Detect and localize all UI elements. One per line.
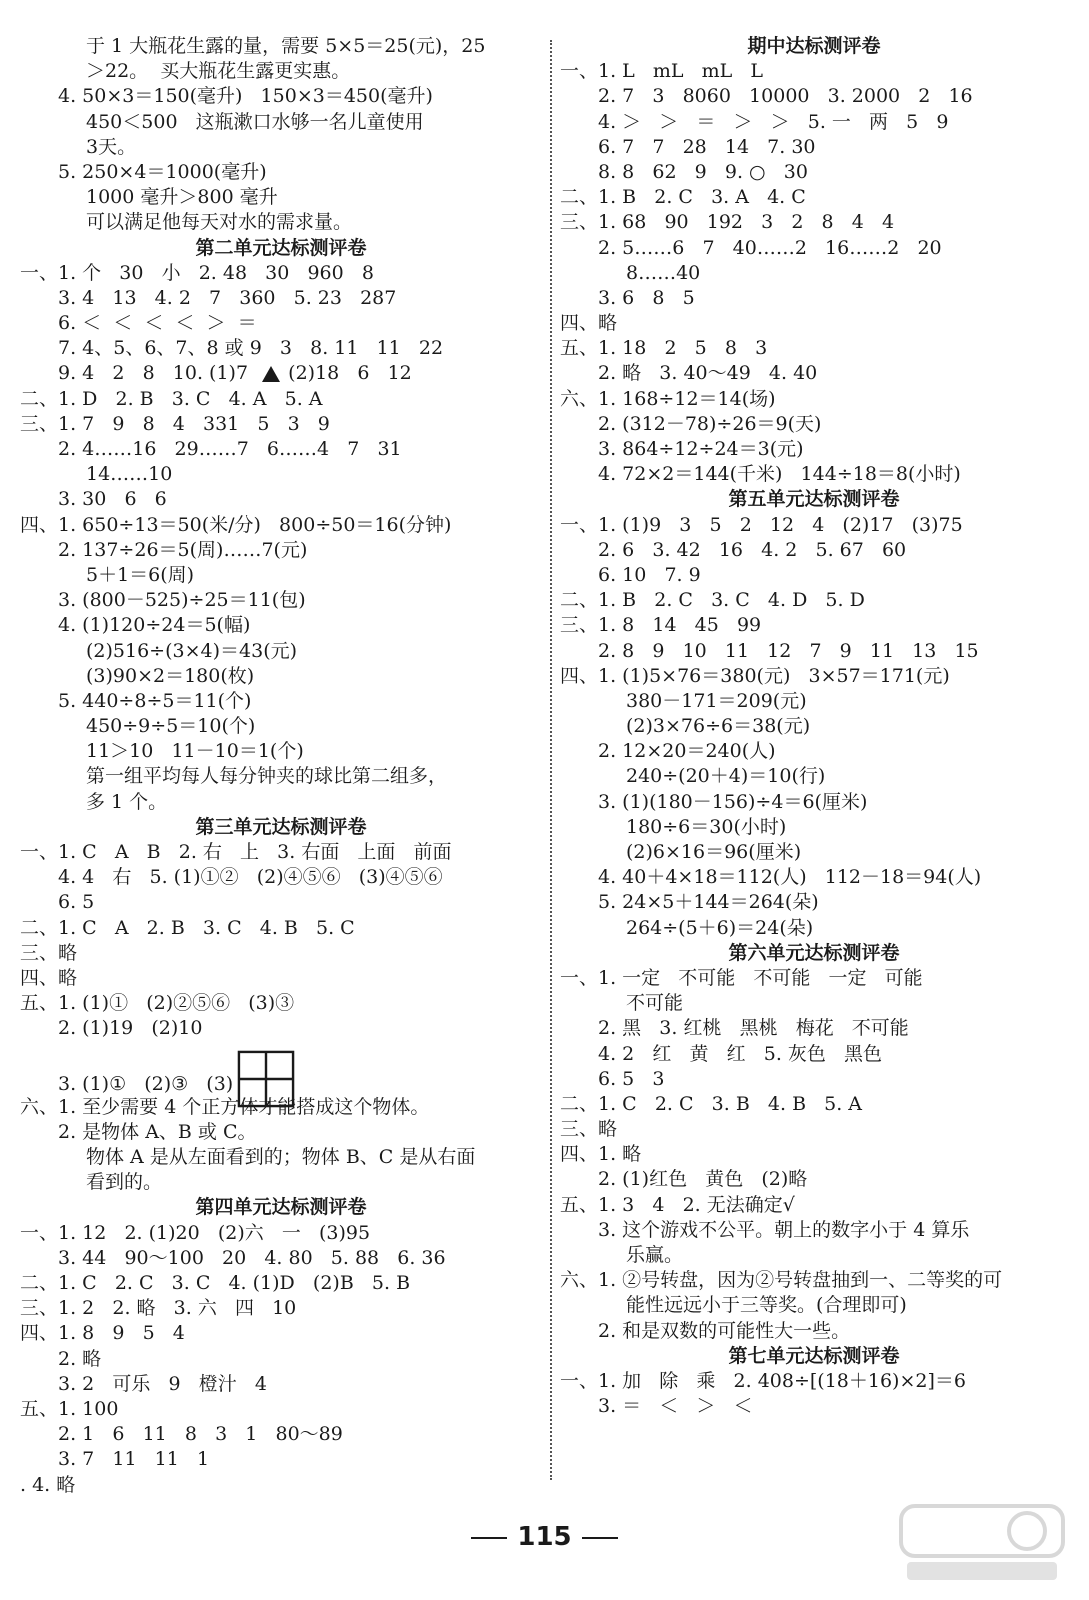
answer-text: 2. 黑 3. 红桃 黑桃 梅花 不可能: [598, 1017, 909, 1040]
answer-line: [560, 815, 1068, 840]
answer-line: [560, 1293, 1068, 1318]
answer-line: [560, 286, 1068, 311]
answer-line: [560, 966, 1068, 991]
answer-text: 一、1. (1)9 3 5 2 12 4 (2)17 (3)75: [560, 513, 963, 536]
answer-text: 4. 72×2＝144(千米) 144÷18＝8(小时): [598, 463, 961, 486]
answer-text: 6. 7 7 28 14 7. 30: [598, 135, 816, 158]
answer-line: [560, 185, 1068, 210]
answer-line: [20, 462, 542, 487]
answer-text: 450÷9÷5＝10(个): [86, 715, 256, 738]
answer-line: [20, 59, 542, 84]
answer-text: 4. 40＋4×18＝112(人) 112－18＝94(人): [598, 866, 982, 889]
answer-text: 3. (1)(180－156)÷4＝6(厘米): [598, 790, 868, 813]
answer-line: [560, 563, 1068, 588]
column-divider: [550, 40, 552, 1480]
answer-text: 2. 是物体 A、B 或 C。: [58, 1120, 257, 1143]
section-heading: [560, 941, 1068, 966]
answer-line: [560, 1394, 1068, 1419]
answer-text: 5. 24×5＋144＝264(朵): [598, 891, 819, 914]
answer-text: 2. 5……6 7 40……2 16……2 20: [598, 236, 942, 259]
answer-text: 乐赢。: [626, 1244, 684, 1266]
answer-text: 二、1. C A 2. B 3. C 4. B 5. C: [20, 916, 355, 939]
answer-text: 180÷6＝30(小时): [626, 815, 787, 838]
answer-text: (3)90×2＝180(枚): [86, 664, 255, 687]
answer-text-suffix: (2)18 6 12: [282, 362, 412, 385]
answer-text: 二、1. C 2. C 3. C 4. (1)D (2)B 5. B: [20, 1272, 411, 1294]
answer-text: 6. ＜ ＜ ＜ ＜ ＞ ＝: [58, 312, 257, 335]
answer-text: 264÷(5＋6)＝24(朵): [626, 916, 814, 939]
answer-line: [560, 1117, 1068, 1142]
answer-text: 三、1. 68 90 192 3 2 8 4 4: [560, 211, 895, 234]
answer-line: [20, 387, 542, 412]
answer-line: [560, 412, 1068, 437]
answer-text: 四、略: [20, 966, 78, 989]
answer-text: 450＜500 这瓶漱口水够一名儿童使用: [86, 110, 424, 133]
answer-line: [20, 1170, 542, 1195]
answer-text: 2. (312－78)÷26＝9(天): [598, 412, 822, 435]
answer-text: 8……40: [626, 261, 701, 284]
answer-line: [560, 311, 1068, 336]
answer-text: 11＞10 11－10＝1(个): [86, 740, 304, 763]
answer-text: 看到的。: [86, 1171, 163, 1194]
answer-line: [560, 689, 1068, 714]
answer-text: 五、1. 3 4 2. 无法确定√: [560, 1193, 795, 1216]
answer-text: 1000 毫升＞800 毫升: [86, 186, 278, 209]
answer-text: 3. 30 6 6: [58, 488, 167, 511]
answer-line: [20, 1347, 542, 1372]
answer-line: [20, 1145, 542, 1170]
answer-line: [560, 790, 1068, 815]
answer-line: [20, 1221, 542, 1246]
answer-line: [560, 588, 1068, 613]
answer-line: [20, 1372, 542, 1397]
answer-text: 二、1. B 2. C 3. C 4. D 5. D: [560, 589, 865, 612]
answer-line: [20, 210, 542, 235]
answer-line: [20, 487, 542, 512]
answer-line: [560, 84, 1068, 109]
answer-text: 6. 10 7. 9: [598, 563, 701, 586]
answer-text: 5＋1＝6(周): [86, 563, 195, 586]
answer-text: 四、略: [560, 312, 618, 335]
answer-text: 380－171＝209(元): [626, 689, 807, 712]
answer-line: [20, 286, 542, 311]
answer-line: [20, 840, 542, 865]
answer-text: 2. 略: [58, 1347, 102, 1370]
section-heading-text: 第六单元达标测评卷: [728, 941, 900, 964]
answer-line: [20, 261, 542, 286]
answer-text: 四、1. (1)5×76＝380(元) 3×57＝171(元): [560, 664, 950, 687]
answer-text: 7. 4、5、6、7、8 或 9 3 8. 11 11 22: [58, 337, 444, 360]
answer-line: [560, 1142, 1068, 1167]
section-heading-text: 期中达标测评卷: [747, 35, 881, 57]
answer-line: [560, 664, 1068, 689]
answer-text: 4. (1)120÷24＝5(幅): [58, 614, 251, 637]
answer-text: 四、1. 650÷13＝50(米/分) 800÷50＝16(分钟): [20, 513, 452, 536]
answer-text: 240÷(20＋4)＝10(行): [626, 765, 826, 788]
answer-text: 五、1. (1)① (2)②⑤⑥ (3)③: [20, 992, 295, 1015]
section-heading: [560, 34, 1068, 59]
answer-text: 一、1. L mL mL L: [560, 60, 764, 83]
answer-line: [560, 639, 1068, 664]
footer-dash-left: [471, 1537, 507, 1539]
answer-text: (2)6×16＝96(厘米): [626, 841, 802, 863]
answer-text: 9. 4 2 8 10. (1)7: [58, 362, 249, 385]
answer-line: [20, 1056, 542, 1095]
answer-line: [560, 160, 1068, 185]
footer-dash-right: [582, 1537, 618, 1539]
answer-text: 二、1. D 2. B 3. C 4. A 5. A: [20, 387, 323, 410]
answer-line: [560, 135, 1068, 160]
answer-line: [20, 739, 542, 764]
answer-text: 4. 50×3＝150(毫升) 150×3＝450(毫升): [58, 85, 433, 108]
answer-line: [20, 1422, 542, 1447]
answer-text: 2. 7 3 8060 10000 3. 2000 2 16: [598, 85, 973, 108]
answer-text: 一、1. 加 除 乘 2. 408÷[(18＋16)×2]＝6: [560, 1369, 966, 1392]
answer-text: 3. (1)① (2)③ (3): [58, 1072, 234, 1095]
answer-line: [560, 1319, 1068, 1344]
answer-line: [560, 714, 1068, 739]
answer-text: 3. 这个游戏不公平。朝上的数字小于 4 算乐: [598, 1218, 970, 1241]
answer-text: 六、1. ②号转盘，因为②号转盘抽到一、二等奖的可: [560, 1269, 1003, 1292]
answer-text: 3. 7 11 11 1: [58, 1448, 210, 1471]
answer-line: [560, 538, 1068, 563]
answer-line: [560, 1218, 1068, 1243]
section-heading: [20, 236, 542, 261]
answer-line: [560, 462, 1068, 487]
right-column: [560, 34, 1068, 1419]
answer-line: [20, 513, 542, 538]
answer-text: 三、1. 8 14 45 99: [560, 614, 762, 637]
section-heading-text: 第二单元达标测评卷: [195, 236, 367, 259]
answer-text: 2. (1)红色 黄色 (2)略: [598, 1168, 808, 1191]
answer-text: 二、1. B 2. C 3. A 4. C: [560, 186, 806, 209]
answer-text: 六、1. 至少需要 4 个正方体才能搭成这个物体。: [20, 1095, 430, 1118]
answer-text: 3. 4 13 4. 2 7 360 5. 23 287: [58, 286, 397, 309]
answer-line: [560, 1243, 1068, 1268]
answer-line: [20, 639, 542, 664]
watermark-logo-icon: [897, 1500, 1067, 1586]
answer-line: [20, 890, 542, 915]
answer-text: 2. 6 3. 42 16 4. 2 5. 67 60: [598, 538, 907, 561]
answer-line: [20, 1473, 542, 1498]
answer-line: [560, 261, 1068, 286]
answer-text: 一、1. 一定 不可能 不可能 一定 可能: [560, 966, 923, 989]
answer-line: [560, 210, 1068, 235]
answer-line: [20, 916, 542, 941]
answer-line: [560, 513, 1068, 538]
answer-line: [20, 336, 542, 361]
answer-text: 三、1. 7 9 8 4 331 5 3 9: [20, 412, 330, 435]
answer-line: [20, 790, 542, 815]
answer-text: 6. 5: [58, 891, 95, 914]
answer-line: [20, 538, 542, 563]
answer-line: [20, 361, 542, 386]
answer-line: [20, 135, 542, 160]
section-heading-text: 第五单元达标测评卷: [728, 488, 900, 511]
answer-line: [20, 1447, 542, 1472]
answer-text: 2. 1 6 11 8 3 1 80～89: [58, 1423, 343, 1446]
answer-text: 4. 4 右 5. (1)①② (2)④⑤⑥ (3)④⑤⑥: [58, 866, 443, 889]
answer-line: [20, 34, 542, 59]
answer-text: 6. 5 3: [598, 1067, 665, 1090]
answer-line: [560, 1016, 1068, 1041]
section-heading-text: 第七单元达标测评卷: [728, 1344, 900, 1367]
answer-text: 一、1. 个 30 小 2. 48 30 960 8: [20, 261, 374, 284]
answer-line: [20, 160, 542, 185]
answer-line: [560, 437, 1068, 462]
answer-line: [20, 185, 542, 210]
answer-text: 于 1 大瓶花生露的量，需要 5×5＝25(元)，25: [86, 35, 486, 57]
answer-text: 3. 2 可乐 9 橙汁 4: [58, 1372, 267, 1395]
answer-line: [20, 1246, 542, 1271]
answer-line: [560, 1167, 1068, 1192]
answer-line: [20, 1296, 542, 1321]
answer-text: 四、1. 略: [560, 1143, 642, 1166]
answer-line: [560, 110, 1068, 135]
answer-line: [20, 588, 542, 613]
answer-text: 5. 440÷8÷5＝11(个): [58, 689, 252, 712]
answer-line: [20, 941, 542, 966]
answer-text: 物体 A 是从左面看到的；物体 B、C 是从右面: [86, 1146, 476, 1169]
answer-line: [20, 966, 542, 991]
answer-text: 六、1. 168÷12＝14(场): [560, 387, 776, 410]
answer-line: [20, 563, 542, 588]
answer-text: 不可能: [626, 992, 684, 1015]
two-by-two-grid-icon: [237, 1050, 295, 1108]
answer-line: [20, 1271, 542, 1296]
answer-line: [20, 110, 542, 135]
answer-text: 三、1. 2 2. 略 3. 六 四 10: [20, 1297, 297, 1320]
answer-text: (2)516÷(3×4)＝43(元): [86, 639, 298, 662]
answer-text: 2. 8 9 10 11 12 7 9 11 13 15: [598, 639, 979, 662]
answer-text: 可以满足他每天对水的需求量。: [86, 211, 353, 234]
answer-line: [560, 336, 1068, 361]
answer-text: 2. 和是双数的可能性大一些。: [598, 1319, 851, 1342]
answer-text: 四、1. 8 9 5 4: [20, 1322, 185, 1345]
answer-text: 多 1 个。: [86, 790, 168, 813]
answer-text: 五、1. 100: [20, 1397, 119, 1420]
answer-text: 3. ＝ ＜ ＞ ＜: [598, 1395, 753, 1418]
answer-line: [560, 890, 1068, 915]
answer-line: [20, 613, 542, 638]
answer-text: 五、1. 18 2 5 8 3: [560, 337, 768, 360]
answer-line: [20, 1321, 542, 1346]
answer-line: [560, 991, 1068, 1016]
answer-line: [560, 613, 1068, 638]
answer-line: [560, 1193, 1068, 1218]
answer-text: 能性远远小于三等奖。(合理即可): [626, 1294, 907, 1317]
answer-line: [560, 916, 1068, 941]
left-column: [20, 34, 542, 1498]
answer-line: [560, 1092, 1068, 1117]
answer-line: [560, 840, 1068, 865]
answer-text: 3. 6 8 5: [598, 286, 695, 309]
answer-text: 2. (1)19 (2)10: [58, 1017, 203, 1040]
answer-line: [20, 1397, 542, 1422]
answer-text: 4. ＞ ＞ ＝ ＞ ＞ 5. 一 两 5 9: [598, 110, 949, 133]
answer-line: [560, 739, 1068, 764]
answer-line: [560, 1369, 1068, 1394]
answer-line: [560, 1067, 1068, 1092]
answer-text: 3. 864÷12÷24＝3(元): [598, 438, 804, 460]
answer-line: [560, 1268, 1068, 1293]
answer-text: (2)3×76÷6＝38(元): [626, 715, 811, 738]
answer-line: [20, 865, 542, 890]
answer-text: ＞22。 买大瓶花生露更实惠。: [86, 60, 351, 83]
answer-line: [560, 1042, 1068, 1067]
answer-text: 3. (800－525)÷25＝11(包): [58, 589, 306, 612]
answer-line: [560, 361, 1068, 386]
answer-text: 5. 250×4＝1000(毫升): [58, 160, 267, 183]
answer-text: 2. 137÷26＝5(周)……7(元): [58, 538, 308, 561]
answer-text: 4. 2 红 黄 红 5. 灰色 黑色: [598, 1042, 883, 1065]
page-number: 115: [517, 1522, 572, 1552]
answer-line: [20, 437, 542, 462]
section-heading: [560, 487, 1068, 512]
answer-text: 二、1. C 2. C 3. B 4. B 5. A: [560, 1092, 863, 1115]
answer-line: [20, 1016, 542, 1041]
answer-line: [20, 991, 542, 1016]
answer-line: [20, 311, 542, 336]
section-heading-text: 第三单元达标测评卷: [195, 815, 367, 838]
answer-text: 2. 12×20＝240(人): [598, 740, 776, 763]
answer-line: [560, 236, 1068, 261]
answer-text: 2. 4……16 29……7 6……4 7 31: [58, 438, 402, 460]
answer-line: [20, 664, 542, 689]
answer-line: [20, 689, 542, 714]
answer-text: 三、略: [560, 1118, 618, 1141]
answer-line: [20, 412, 542, 437]
answer-line: [560, 764, 1068, 789]
answer-text: . 4. 略: [20, 1473, 76, 1496]
answer-text: 3天。: [86, 135, 137, 158]
answer-text: 第一组平均每人每分钟夹的球比第二组多，: [86, 765, 448, 788]
answer-text: 3. 44 90～100 20 4. 80 5. 88 6. 36: [58, 1246, 446, 1269]
triangle-icon: [262, 366, 280, 382]
answer-line: [560, 865, 1068, 890]
section-heading: [560, 1344, 1068, 1369]
answer-line: [20, 1120, 542, 1145]
answer-text: 一、1. 12 2. (1)20 (2)六 一 (3)95: [20, 1221, 371, 1244]
answer-text: 一、1. C A B 2. 右 上 3. 右面 上面 前面: [20, 841, 452, 863]
answer-line: [20, 714, 542, 739]
answer-line: [560, 387, 1068, 412]
answer-text: 三、略: [20, 941, 78, 964]
section-heading-text: 第四单元达标测评卷: [195, 1196, 367, 1219]
section-heading: [20, 815, 542, 840]
answer-line: [560, 59, 1068, 84]
answer-text: 2. 略 3. 40～49 4. 40: [598, 362, 818, 385]
answer-line: [20, 84, 542, 109]
answer-text: 14……10: [86, 463, 173, 486]
answer-text: 8. 8 62 9 9. ○ 30: [598, 160, 808, 183]
section-heading: [20, 1195, 542, 1220]
answer-line: [20, 764, 542, 789]
